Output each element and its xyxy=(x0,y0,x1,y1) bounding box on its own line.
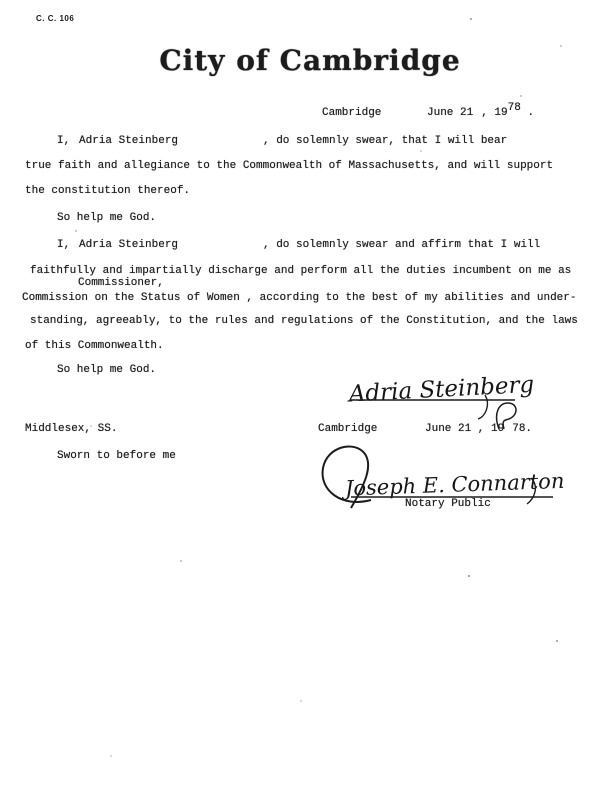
oath2-after-name: , do solemnly swear and affirm that I will xyxy=(263,239,541,251)
jurat-sworn: Sworn to before me xyxy=(57,450,176,462)
oath2-title-insert: Commissioner, xyxy=(78,277,164,289)
scan-noise xyxy=(0,0,2,2)
notary-signature-name: Joseph E. Connarton xyxy=(344,468,565,501)
oath2-line4: standing, agreeably, to the rules and regulations of the Constitution, and the laws xyxy=(30,315,578,327)
year-ink-loop-path xyxy=(497,403,516,429)
jurat-place: Cambridge xyxy=(318,423,378,435)
jurat-county: Middlesex, SS. xyxy=(25,423,118,435)
jurat-date-year: 78. xyxy=(512,423,533,435)
signer-signature-name: Adria Steinberg xyxy=(348,371,535,408)
oath1-line2: true faith and allegiance to the Commonwealth of Massachusetts, and will support xyxy=(25,160,554,172)
dateline-comma-century: , 19 xyxy=(481,107,508,119)
oath1-name: Adria Steinberg xyxy=(79,135,179,147)
oath1-so-help: So help me God. xyxy=(57,212,157,224)
jurat-date-left: June 21 , 19 xyxy=(425,423,505,435)
dateline-year: 78 xyxy=(507,102,521,114)
dateline-date xyxy=(427,102,535,120)
oath1-pronoun: I, xyxy=(57,135,71,147)
document-title: City of Cambridge xyxy=(159,44,461,77)
dateline-month-day: June 21 xyxy=(427,107,474,119)
oath2-pronoun: I, xyxy=(57,239,71,251)
dateline-period-glyph: . xyxy=(527,107,535,119)
notary-title: Notary Public xyxy=(405,498,491,510)
form-number: C. C. 106 xyxy=(36,14,75,23)
oath2-so-help: So help me God. xyxy=(57,364,157,376)
dateline-place: Cambridge xyxy=(322,107,382,119)
oath2-line3: Commission on the Status of Women , according to the best of my abilities and under- xyxy=(22,292,577,304)
oath1-after-name: , do solemnly swear, that I will bear xyxy=(263,135,508,147)
oath2-line5: of this Commonwealth. xyxy=(25,340,164,352)
year-ink-loop xyxy=(492,401,526,431)
oath2-line2: faithfully and impartially discharge and perform all the duties incumbent on me as xyxy=(30,265,572,277)
oath2-name: Adria Steinberg xyxy=(79,239,179,251)
oath1-line3: the constitution thereof. xyxy=(25,185,191,197)
